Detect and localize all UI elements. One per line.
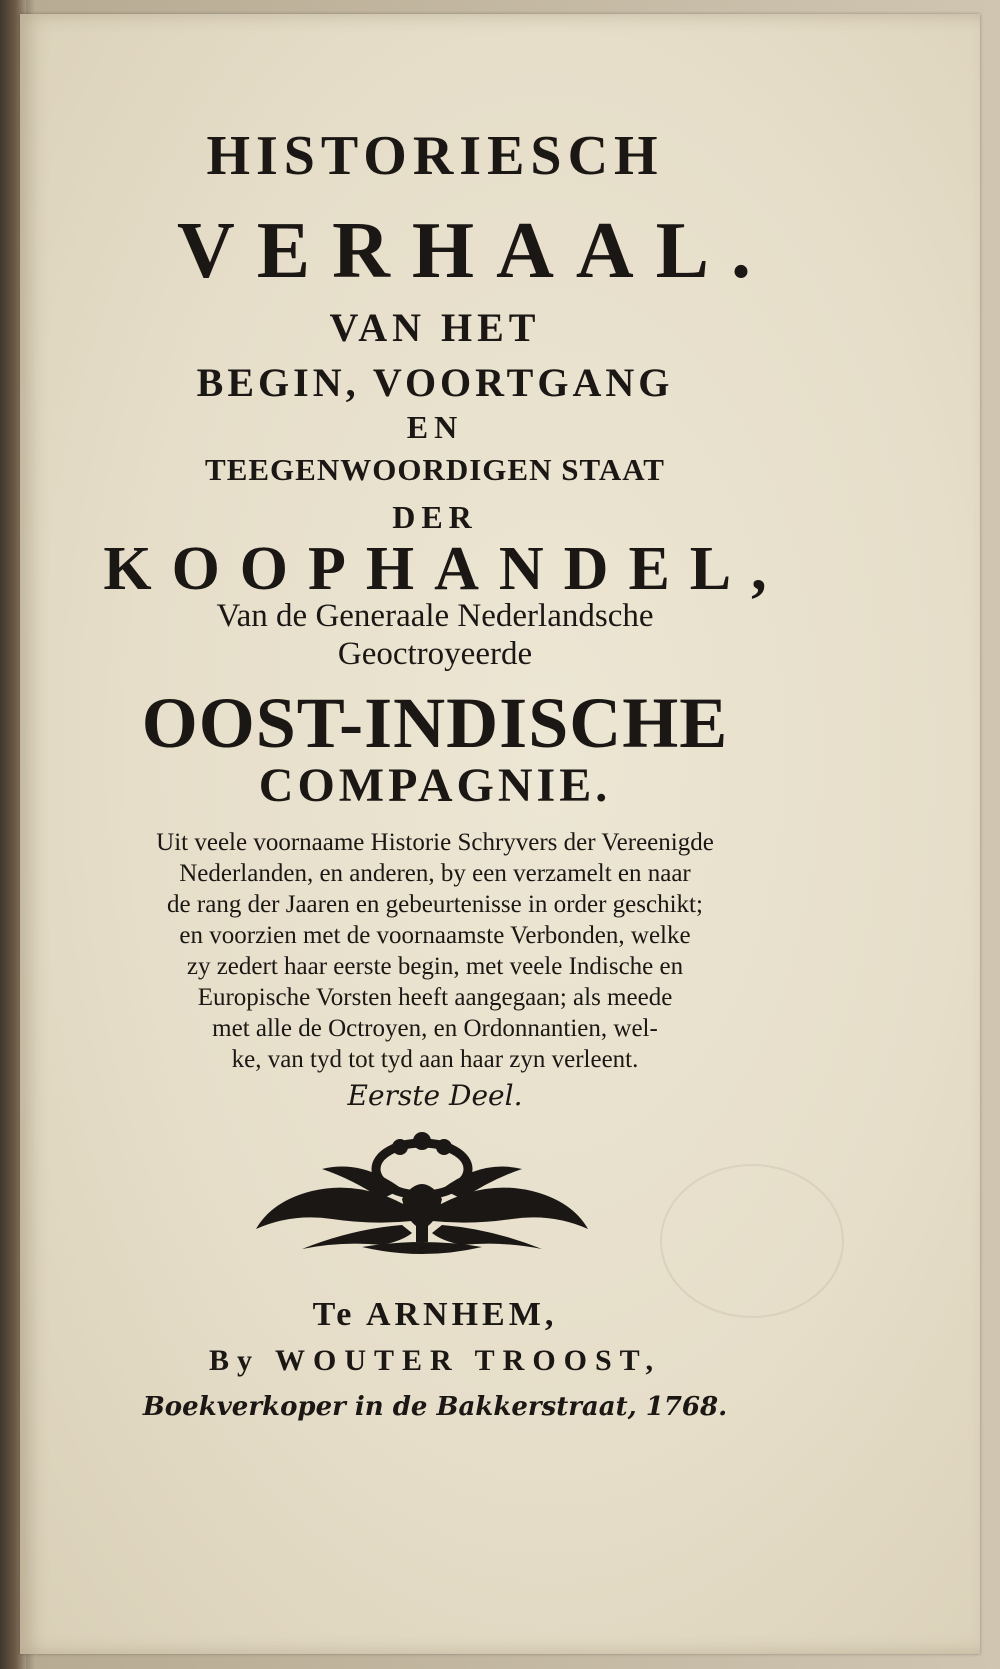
description-line: zy zedert haar eerste begin, met veele Indische en (186, 953, 684, 980)
title-line-van-het: VAN HET (329, 305, 541, 350)
description-line: en voorzien met de voornaamste Verbonden, welke (179, 922, 691, 949)
title-line-oost-indische: OOST-INDISCHE (141, 683, 729, 763)
title-page (20, 14, 980, 1654)
description-line: Uit veele voornaame Historie Schryvers der Vereenigde (156, 829, 714, 856)
title-line-teegenwoordigen-staat: TEEGENWOORDIGEN STAAT (205, 452, 665, 487)
title-line-begin-voortgang: BEGIN, VOORTGANG (196, 360, 674, 405)
volume-label: Eerste Deel. (347, 1079, 523, 1112)
description-line: ke, van tyd tot tyd aan haar zyn verleent. (231, 1046, 639, 1073)
imprint-printer: By WOUTER TROOST, (209, 1344, 661, 1377)
description-line: Nederlanden, en anderen, by een verzamelt en naar (179, 860, 691, 887)
description-line: de rang der Jaaren en gebeurtenisse in order geschikt; (167, 891, 703, 918)
floral-vignette-icon (252, 1129, 592, 1269)
title-line-compagnie: COMPAGNIE. (258, 759, 612, 812)
paper-stain (660, 1164, 844, 1318)
title-line-generaale: Van de Generaale Nederlandsche (216, 598, 654, 634)
imprint-place: Te ARNHEM, (312, 1296, 558, 1333)
description-line: Europische Vorsten heeft aangegaan; als meede (197, 984, 673, 1011)
title-line-historiesch: HISTORIESCH (206, 125, 664, 187)
title-line-der: DER (392, 499, 478, 535)
title-line-verhaal: VERHAAL. (176, 207, 774, 295)
imprint-address-year: Boekverkoper in de Bakkerstraat, 1768. (142, 1392, 728, 1422)
title-line-en: EN (406, 409, 464, 445)
title-line-geoctroyeerde: Geoctroyeerde (337, 636, 533, 672)
title-line-koophandel: KOOPHANDEL, (103, 535, 787, 603)
description-line: met alle de Octroyen, en Ordonnantien, wel- (212, 1015, 658, 1042)
